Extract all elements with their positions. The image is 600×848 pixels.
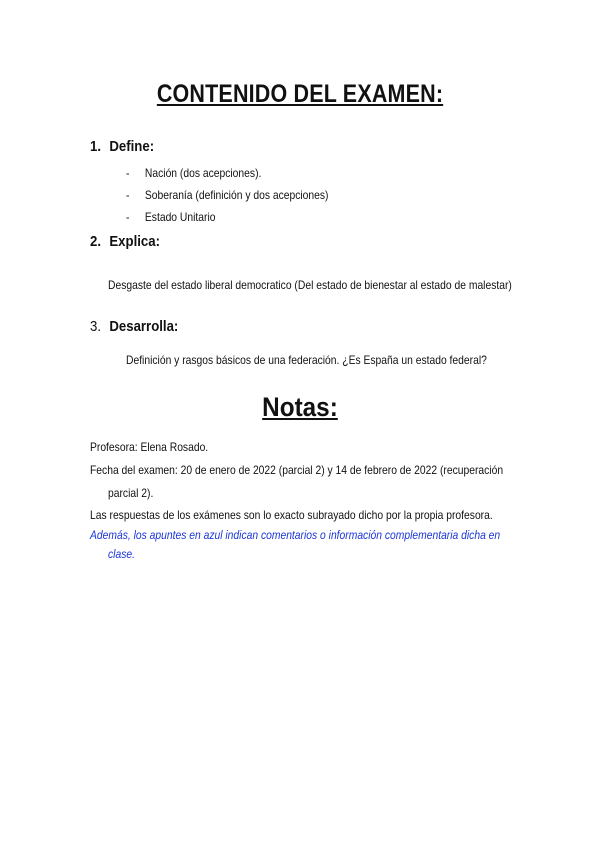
notes-heading: Notas:: [262, 392, 338, 422]
exam-date-line-cont: parcial 2).: [108, 486, 154, 500]
section-label: Desarrolla:: [109, 318, 179, 335]
professor-line: Profesora: Elena Rosado.: [90, 440, 209, 454]
answers-note: Las respuestas de los exámenes son lo exacto subrayado dicho por la propia profesora.: [90, 508, 493, 522]
section-label: Explica:: [109, 233, 160, 250]
list-item: - Soberanía (definición y dos acepciones): [126, 188, 329, 202]
exam-date-line: Fecha del examen: 20 de enero de 2022 (parcial 2) y 14 de febrero de 2022 (recuperación: [90, 463, 504, 477]
list-item: - Nación (dos acepciones).: [126, 166, 262, 180]
section-number: 2.: [90, 233, 102, 250]
section-desarrolla-heading: [90, 318, 178, 335]
section-number: 3.: [90, 318, 102, 335]
section-define-heading: [90, 138, 154, 155]
blue-notes-explanation-cont: clase.: [108, 547, 135, 561]
section-label: Define:: [109, 138, 155, 155]
section-desarrolla-text: Definición y rasgos básicos de una federación. ¿Es España un estado federal?: [126, 353, 487, 367]
blue-notes-explanation: Además, los apuntes en azul indican comentarios o información complementaria dicha en: [90, 528, 501, 542]
section-explica-heading: [90, 233, 160, 250]
list-item: - Estado Unitario: [126, 210, 216, 224]
section-explica-text: Desgaste del estado liberal democratico (Del estado de bienestar al estado de malestar): [108, 278, 512, 292]
section-number: 1.: [90, 138, 102, 155]
page-title: CONTENIDO DEL EXAMEN:: [156, 80, 444, 108]
